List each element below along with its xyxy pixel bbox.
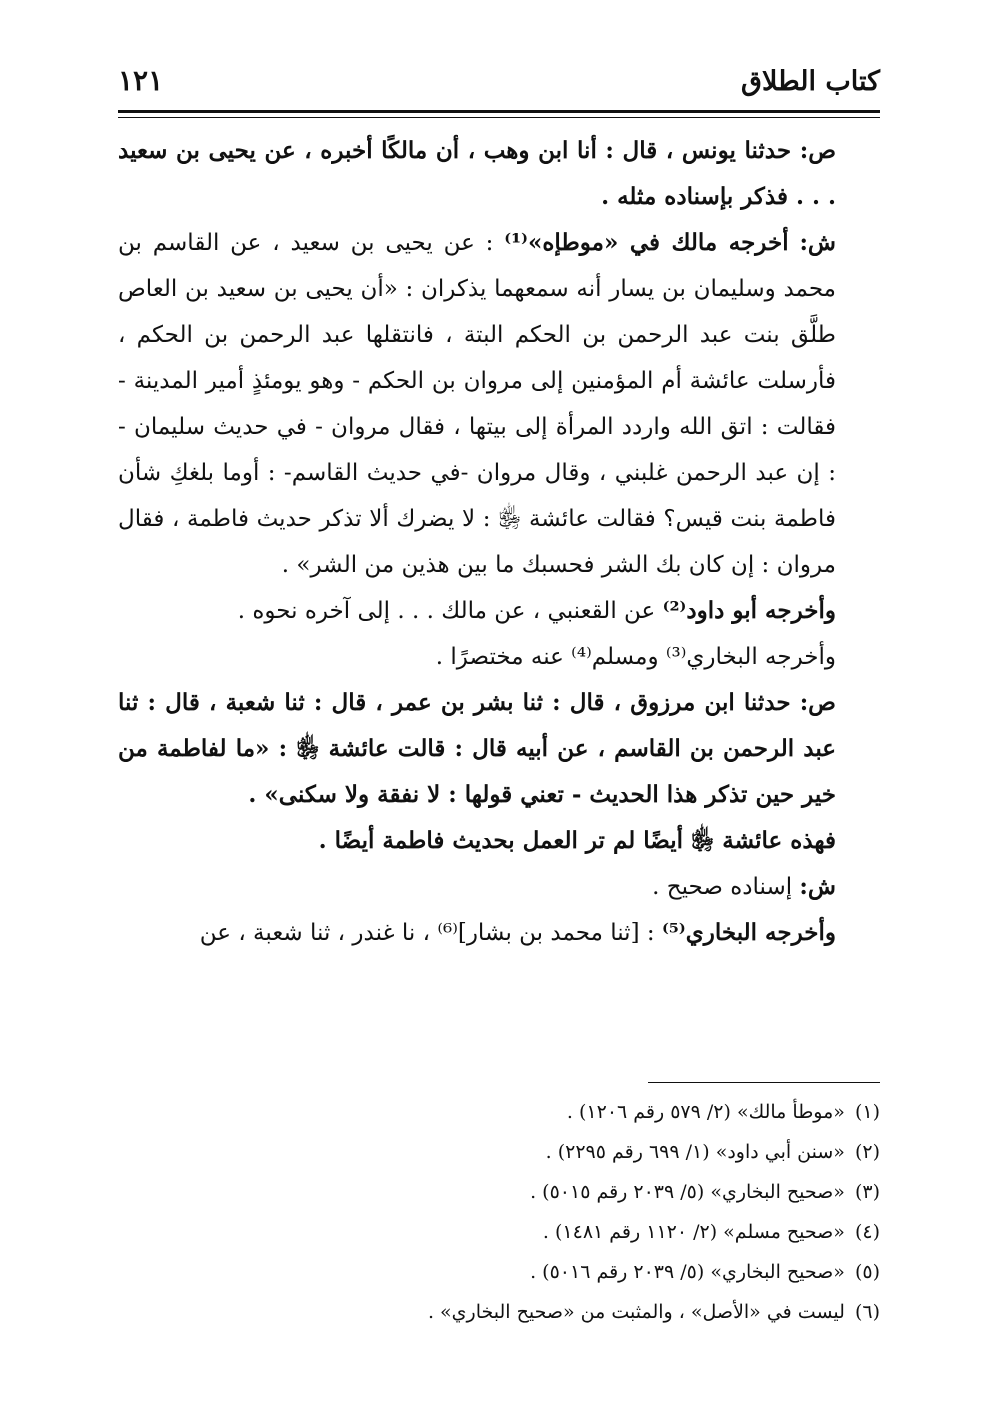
footnote-text: «صحيح البخاري» (٥/ ٢٠٣٩ رقم ٥٠١٦) . — [530, 1261, 845, 1283]
paragraph-text: : [ثنا محمد بن بشار]⁽⁶⁾ ، نا غندر ، ثنا شعبة ، عن — [199, 920, 655, 946]
footnote-number: (٥) — [854, 1261, 880, 1283]
footnote-number: (٤) — [854, 1221, 880, 1243]
footnote-number: (١) — [854, 1101, 880, 1123]
paragraph-text: حدثنا يونس ، قال : أنا ابن وهب ، أن مالكًا أخبره ، عن يحيى بن سعيد . . . فذكر بإسناده مثله . — [118, 137, 836, 210]
paragraph-bukhari-muslim — [118, 634, 880, 680]
footnote-text: «سنن أبي داود» (١/ ٦٩٩ رقم ٢٢٩٥) . — [545, 1141, 845, 1163]
footnote-text: ليست في «الأصل» ، والمثبت من «صحيح البخاري» . — [427, 1301, 845, 1323]
page-number: ١٢١ — [118, 64, 164, 97]
paragraph-bold-text: وأخرجه أبو داود⁽²⁾ — [662, 597, 836, 624]
footnote-number: (٢) — [854, 1141, 880, 1163]
footnote-1 — [118, 1092, 880, 1132]
main-text — [118, 128, 880, 956]
header-rule-thin — [118, 117, 880, 118]
running-header — [118, 62, 880, 104]
footnote-text: «صحيح البخاري» (٥/ ٢٠٣٩ رقم ٥٠١٥) . — [530, 1181, 845, 1203]
paragraph-shin-1 — [118, 220, 880, 588]
footnote-text: «موطأ مالك» (٢/ ٥٧٩ رقم ١٢٠٦) . — [566, 1101, 845, 1123]
paragraph-bukhari-isnad — [118, 910, 880, 956]
paragraph-abu-dawud — [118, 588, 880, 634]
paragraph-text: عن القعنبي ، عن مالك . . . إلى آخره نحوه . — [237, 598, 656, 624]
footnote-3 — [118, 1172, 880, 1212]
footnote-number: (٣) — [854, 1181, 880, 1203]
paragraph-text: وأخرجه البخاري⁽³⁾ ومسلم⁽⁴⁾ عنه مختصرًا . — [435, 644, 836, 670]
footnote-text: «صحيح مسلم» (٢/ ١١٢٠ رقم ١٤٨١) . — [542, 1221, 845, 1243]
book-title: كتاب الطلاق — [741, 66, 880, 97]
paragraph-label: ص: — [799, 689, 836, 716]
paragraph-sad-2 — [118, 680, 880, 818]
footnote-5 — [118, 1252, 880, 1292]
footnotes — [118, 1092, 880, 1332]
paragraph-text: فهذه عائشة ﵂ أيضًا لم تر العمل بحديث فاطمة أيضًا . — [318, 827, 836, 854]
paragraph-label: ش: — [799, 873, 836, 900]
paragraph-text: إسناده صحيح . — [652, 874, 793, 900]
footnote-rule — [648, 1082, 880, 1083]
paragraph-bold-text: وأخرجه البخاري⁽⁵⁾ — [661, 919, 836, 946]
footnote-4 — [118, 1212, 880, 1252]
paragraph-label: ص: — [799, 137, 837, 164]
paragraph-text: : عن يحيى بن سعيد ، عن القاسم بن محمد وسليمان بن يسار أنه سمعهما يذكران : «أن يحيى بن سعيد بن العاص طلَّق بنت عبد الرحمن بن الحكم البتة ، فانتقلها عبد الرحمن بن الحكم ، فأرسلت عائشة أم المؤمنين إلى مروان بن الحكم - وهو يومئذٍ أمير المدينة - فقالت : اتق الله واردد المرأة إلى بيتها ، فقال مروان - في حديث سليمان - : إن عبد الرحمن غلبني ، وقال مروان -في حديث القاسم- : أوما بلغكِ شأن فاطمة بنت قيس؟ فقالت عائشة ﵂ : لا يضرك ألا تذكر حديث فاطمة ، فقال مروان : إن كان بك الشر فحسبك ما بين هذين من الشر» . — [118, 230, 836, 578]
footnote-2 — [118, 1132, 880, 1172]
footnote-number: (٦) — [854, 1301, 880, 1323]
paragraph-sad-1 — [118, 128, 880, 220]
paragraph-label: ش: — [799, 229, 837, 256]
paragraph-text: حدثنا ابن مرزوق ، قال : ثنا بشر بن عمر ، قال : ثنا شعبة ، قال : ثنا عبد الرحمن بن القاسم ، عن أبيه قال : قالت عائشة ﵂ : «ما لفاطمة من خير حين تذكر هذا الحديث - تعني قولها : لا نفقة ولا سكنى» . — [118, 689, 836, 808]
paragraph-bold-text: أخرجه مالك في «موطإه»⁽¹⁾ — [504, 229, 789, 256]
header-rule-thick — [118, 110, 880, 113]
paragraph-shin-2 — [118, 864, 880, 910]
paragraph-aisha — [118, 818, 880, 864]
footnote-6 — [118, 1292, 880, 1332]
